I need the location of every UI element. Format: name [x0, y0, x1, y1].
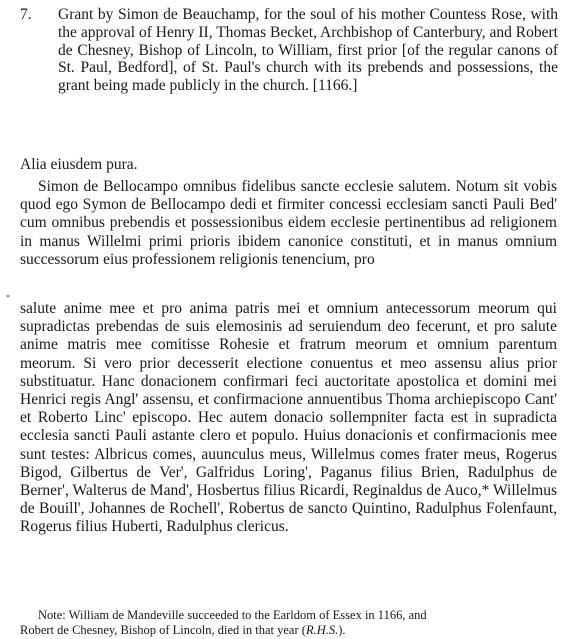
footnote-citation: R.H.S. — [305, 623, 339, 637]
footnote — [20, 608, 557, 638]
footnote-line-2-end: ). — [338, 623, 346, 637]
footnote-line-2 — [20, 623, 557, 638]
latin-heading: Alia eiusdem pura. — [20, 156, 138, 173]
footnote-line-1: Note: William de Mandeville succeeded to the Earldom of Essex in 1166, and — [38, 608, 427, 622]
margin-mark: * — [6, 293, 10, 302]
entry-summary: Grant by Simon de Beauchamp, for the soul of his mother Countess Rose, with the approval of Henry II, Thomas Becket, Archbishop of Canterbury, and Robert de Chesney, Bishop of Lincoln, to William, first prior [of the regular canons of St. Paul, Bedford], of St. Paul's church with its prebends and possessions, the grant being made publicly in the church. [1166.] — [58, 6, 558, 95]
latin-paragraph-1-text: Simon de Bellocampo omnibus fidelibus sancte ecclesie salutem. Notum sit vobis quod ego Symon de Bellocampo dedi et firmiter concessi ecclesiam sancti Pauli Bed' cum omnibus prebendis et possessionibus eidem ecclesie pertinentibus ad religionem in manus Willelmi primi prioris ibidem canonice constituti, et in manus omnium successorum eius professionem religionis tenencium, pro — [20, 178, 557, 268]
latin-paragraph-2 — [20, 300, 557, 537]
entry-number: 7. — [20, 6, 32, 23]
latin-paragraph-1 — [20, 178, 557, 269]
latin-paragraph-2-text: salute anime mee et pro anima patris mei et omnium antecessorum meorum qui supradictas prebendas de suis elemosinis ad seruiendum deo fecerunt, et pro salute anime matris mee comitisse Rohesie et fratrum meorum et omnium parentum meorum. Si vero prior decesserit electione conuentus et meo assensu alius prior substituatur. Hanc donacionem confirmari feci auctoritate apostolica et domini mei Henrici regis Angl' assensu, et confirmacione annuentibus Thoma archiepiscopo Cant' et Roberto Linc' episcopo. Hec autem donacio sollempniter facta est in supradicta ecclesia sancti Pauli astante clero et populo. Huius donacionis et confirmacionis mee sunt testes: Albricus comes, auunculus meus, Willelmus comes frater meus, Rogerus Bigod, Gilbertus de Ver', Galfridus Loring', Paganus filius Brien, Radulphus de Berner', Walterus de Mand', Hosbertus filius Ricardi, Reginaldus de Auco,* Willelmus de Bouill', Johannes de Rochell', Robertus de sancto Quintino, Radulphus Folenfaunt, Rogerus filius Huberti, Radulphus clericus. — [20, 300, 557, 536]
footnote-line-2-start: Robert de Chesney, Bishop of Lincoln, died in that year ( — [20, 623, 306, 637]
